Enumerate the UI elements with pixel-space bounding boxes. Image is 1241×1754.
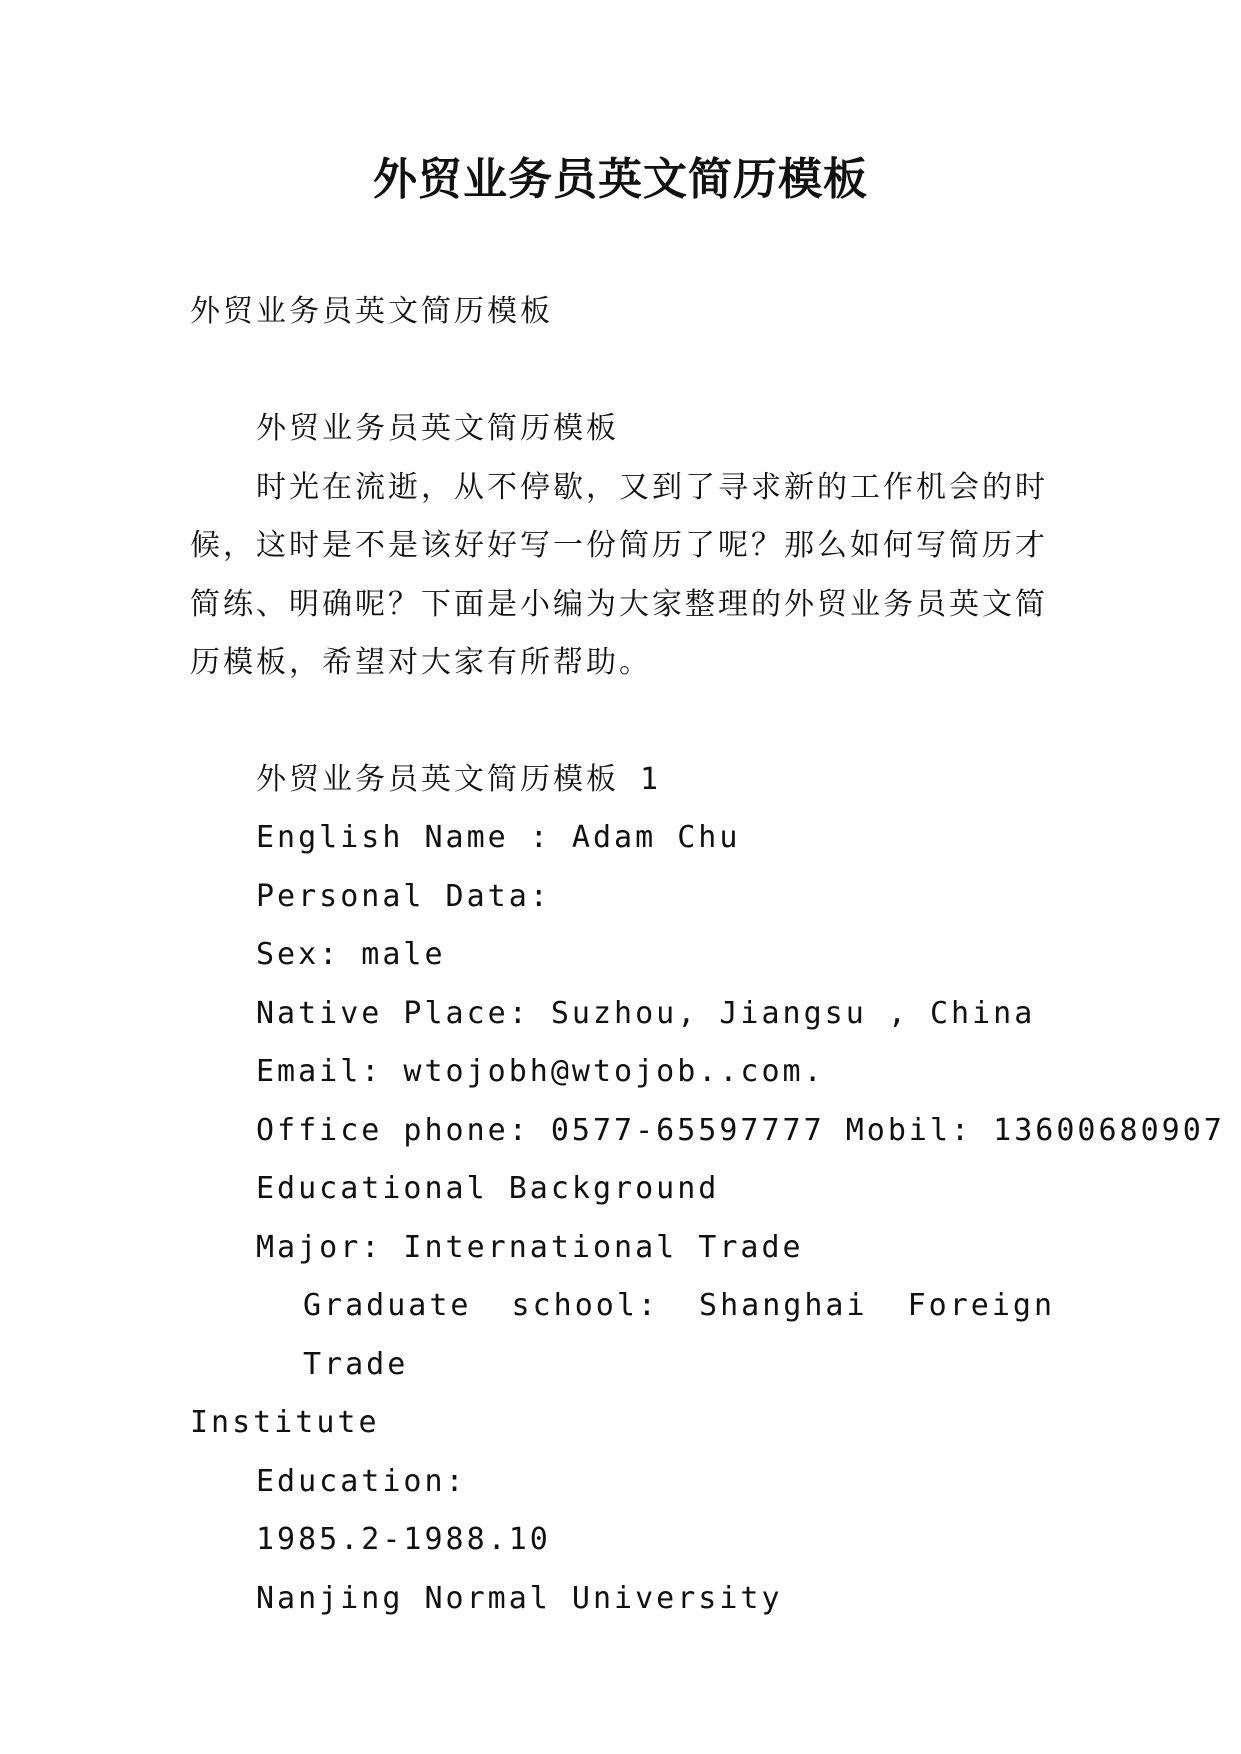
intro-paragraph: 时光在流逝，从不停歇，又到了寻求新的工作机会的时候，这时是不是该好好写一份简历了呢？那么如何写简历才简练、明确呢？下面是小编为大家整理的外贸业务员英文简历模板，希望对大家有所帮助。: [190, 469, 1048, 680]
template-heading: 外贸业务员英文简历模板 1: [256, 761, 662, 797]
phone-line: Office phone: 0577-65597777 Mobil: 13600680907: [256, 1112, 1225, 1148]
educational-background-line: Educational Background: [256, 1171, 720, 1206]
document-title: 外贸业务员英文简历模板: [373, 154, 868, 205]
document-body: [190, 400, 1225, 1628]
graduate-school-continuation: Institute: [190, 1405, 380, 1440]
heading-repeat: 外贸业务员英文简历模板: [256, 411, 619, 446]
english-name-line: English Name : Adam Chu: [256, 820, 741, 855]
sex-line: Sex: male: [256, 937, 446, 972]
document-subtitle: 外贸业务员英文简历模板: [190, 294, 553, 329]
personal-data-line: Personal Data:: [256, 878, 551, 914]
paragraph-gap: [190, 693, 1055, 751]
major-line: Major: International Trade: [256, 1229, 804, 1265]
dates-line: 1985.2-1988.10: [256, 1522, 551, 1557]
university-line: Nanjing Normal University: [256, 1580, 783, 1616]
email-line: Email: wtojobh@wtojob..com.: [256, 1054, 825, 1089]
education-line: Education:: [256, 1463, 467, 1499]
native-place-line: Native Place: Suzhou, Jiangsu , China: [256, 995, 1036, 1031]
graduate-school-line: Graduate school: Shanghai Foreign Trade: [303, 1288, 1055, 1382]
